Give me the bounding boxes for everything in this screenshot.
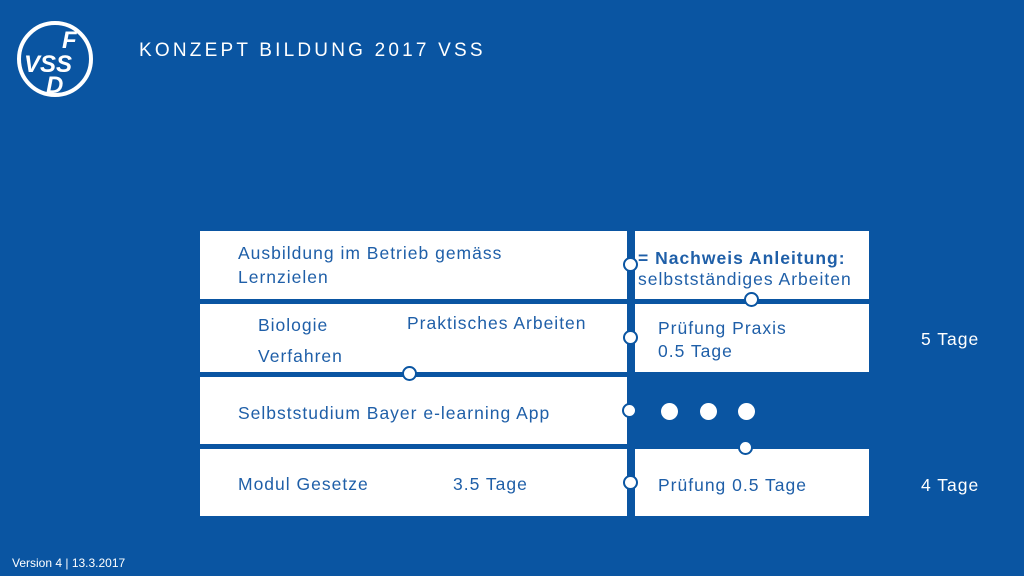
connector-ring-icon: [402, 366, 417, 381]
connector-ring-icon: [622, 403, 637, 418]
connector-ring-icon: [623, 475, 638, 490]
ellipsis-dot-icon: [738, 403, 755, 420]
svg-text:VSS: VSS: [24, 51, 73, 78]
connector-ring-icon: [744, 292, 759, 307]
svg-text:D: D: [46, 72, 64, 98]
training-label-line1: Ausbildung im Betrieb gemäss: [238, 243, 503, 263]
practical-exam-line2: 0.5 Tage: [658, 341, 733, 361]
duration-5-days: 5 Tage: [921, 329, 980, 349]
biologie-label: Biologie: [258, 315, 329, 335]
duration-4-days: 4 Tage: [921, 475, 980, 495]
praktisches-arbeiten-label: Praktisches Arbeiten: [407, 313, 587, 333]
law-module-days: 3.5 Tage: [453, 474, 528, 494]
connector-ring-icon: [623, 330, 638, 345]
vss-logo: [14, 20, 96, 98]
svg-text:F: F: [62, 27, 77, 54]
connector-ring-icon: [623, 257, 638, 272]
page-title: KONZEPT BILDUNG 2017 VSS: [139, 40, 486, 61]
self-study-label: Selbststudium Bayer e-learning App: [238, 403, 551, 423]
connector-ring-icon: [738, 440, 753, 455]
verfahren-label: Verfahren: [258, 346, 343, 366]
version-footer: Version 4 | 13.3.2017: [12, 556, 126, 570]
evidence-label-line1: = Nachweis Anleitung:: [638, 248, 846, 268]
law-module-label: Modul Gesetze: [238, 474, 369, 494]
evidence-label-line2: selbstständiges Arbeiten: [638, 269, 852, 289]
exam-label: Prüfung 0.5 Tage: [658, 475, 807, 495]
practical-exam-line1: Prüfung Praxis: [658, 318, 787, 338]
training-label-line2: Lernzielen: [238, 267, 329, 287]
training-box: [200, 231, 627, 299]
ellipsis-dot-icon: [700, 403, 717, 420]
ellipsis-dot-icon: [661, 403, 678, 420]
